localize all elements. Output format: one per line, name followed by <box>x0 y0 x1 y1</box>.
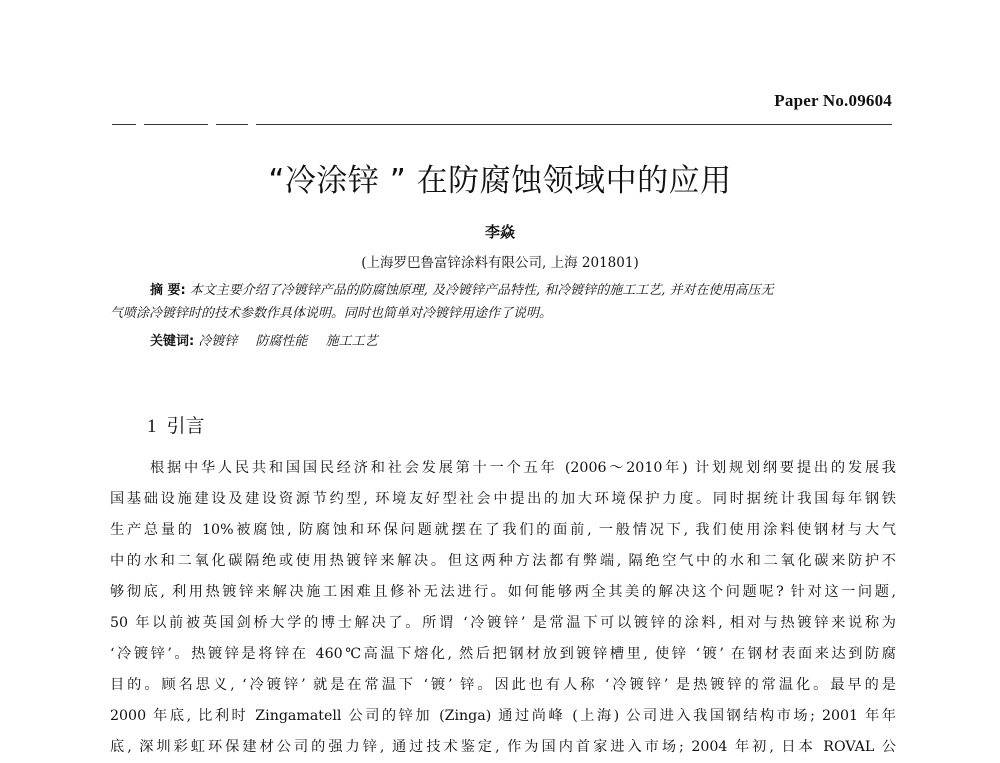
abstract-label: 摘 要: <box>150 283 186 298</box>
section-body <box>110 453 896 763</box>
section-heading <box>147 411 205 438</box>
paragraph-line: 50 年以前被英国剑桥大学的博士解决了。所谓 ‘冷镀锌’ 是常温下可以镀锌的涂料, 相对与热镀锌来说称为 <box>110 615 896 631</box>
author-name: 李焱 <box>484 223 515 241</box>
paragraph-line: ‘冷镀锌’。热镀锌是将锌在 460℃高温下熔化, 然后把钢材放到镀锌槽里, 使锌 ‘镀’ 在钢材表面来达到防腐 <box>110 646 896 662</box>
paragraph-line: 国基础设施建设及建设资源节约型, 环境友好型社会中提出的加大环境保护力度。同时据统计我国每年钢铁 <box>110 491 896 507</box>
header-divider-gap <box>208 121 216 128</box>
section-number: 1 <box>147 416 157 437</box>
section-title: 引言 <box>166 415 205 437</box>
keyword: 防腐性能 <box>255 334 308 349</box>
keywords <box>150 330 392 349</box>
paragraph-line: 底, 深圳彩虹环保建材公司的强力锌, 通过技术鉴定, 作为国内首家进入市场; 2004 年初, 日本 ROVAL 公 <box>110 739 896 755</box>
paragraph-line: 中的水和二氧化碳隔绝或使用热镀锌来解决。但这两种方法都有弊端, 隔绝空气中的水和二氧化碳来防护不 <box>110 553 896 569</box>
paragraph-line: 生产总量的 10%被腐蚀, 防腐蚀和环保问题就摆在了我们的面前, 一般情况下, 我们使用涂料使钢材与大气 <box>110 522 896 538</box>
paper-number: Paper No.09604 <box>774 91 892 110</box>
header-divider-gap <box>248 121 256 128</box>
abstract-line <box>110 279 898 302</box>
paragraph-line: 够彻底, 利用热镀锌来解决施工困难且修补无法进行。如何能够两全其美的解决这个问题呢? 针对这一问题, <box>110 584 896 600</box>
keywords-label: 关键词: <box>150 334 195 349</box>
paragraph-line: 2000 年底, 比利时 Zingamatell 公司的锌加 (Zinga) 通过尚峰 (上海) 公司进入我国钢结构市场; 2001 年年 <box>110 708 896 724</box>
header-divider-gap <box>136 121 144 128</box>
author-affiliation: (上海罗巴鲁富锌涂料有限公司, 上海 201801) <box>361 255 639 271</box>
paragraph-line: 根据中华人民共和国国民经济和社会发展第十一个五年 (2006～2010年) 计划规划纲要提出的发展我 <box>150 460 896 476</box>
keyword: 冷镀锌 <box>198 334 238 349</box>
keyword: 施工工艺 <box>325 334 378 349</box>
header-divider <box>112 124 892 125</box>
article-title: “冷涂锌 ” 在防腐蚀领域中的应用 <box>268 163 732 199</box>
abstract-text: 本文主要介绍了冷镀锌产品的防腐蚀原理, 及冷镀锌产品特性, 和冷镀锌的施工工艺, 并对在使用高压无 <box>189 283 774 298</box>
abstract <box>110 279 898 325</box>
paragraph-line: 目的。顾名思义, ‘冷镀锌’ 就是在常温下 ‘镀’ 锌。因此也有人称 ‘冷镀锌’ 是热镀锌的常温化。最早的是 <box>110 677 896 693</box>
abstract-text: 气喷涂冷镀锌时的技术参数作具体说明。同时也简单对冷镀锌用途作了说明。 <box>110 306 553 321</box>
